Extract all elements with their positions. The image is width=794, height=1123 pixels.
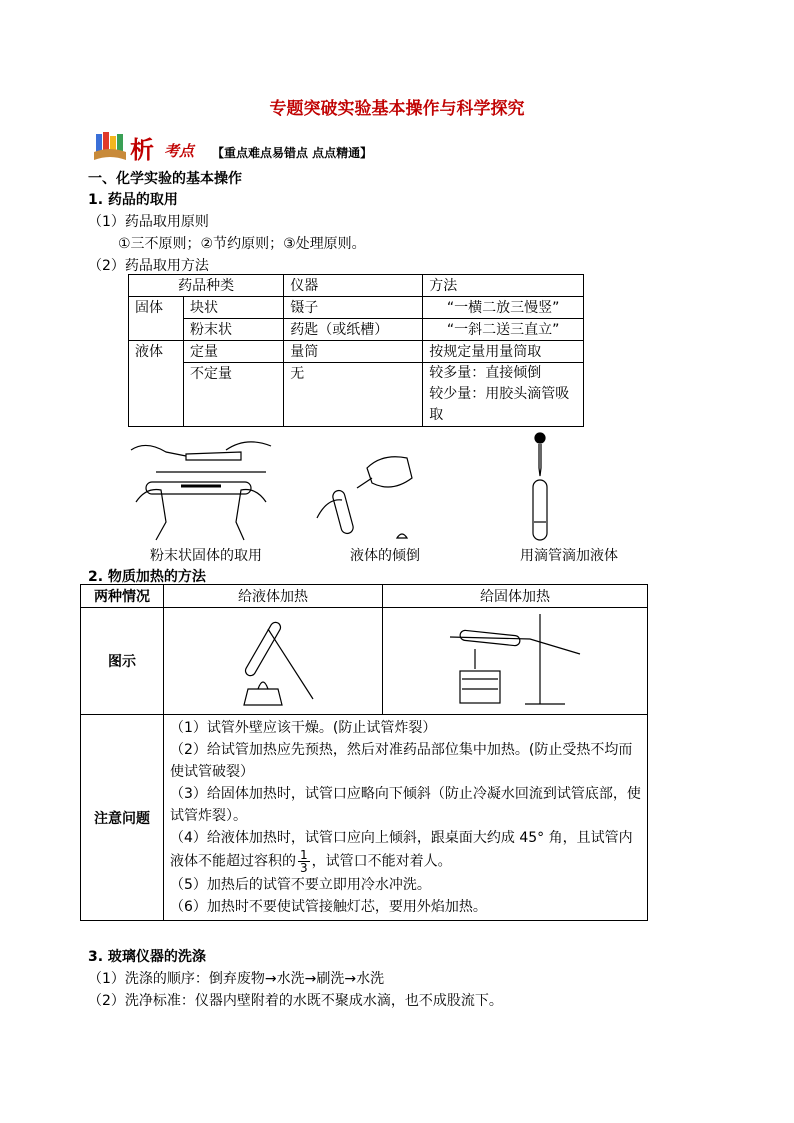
caption-pour: 液体的倾倒 [350,548,420,564]
cell-method: “一斜二送三直立” [423,319,584,341]
dropper-illustration [520,432,560,544]
sub-heading-2: 2. 物质加热的方法 [88,569,206,585]
principles-text: ①三不原则；②节约原则；③处理原则。 [118,236,366,252]
liquid-heating-figure [164,608,383,715]
cell-liquid: 液体 [129,341,184,427]
note-4 [170,827,641,874]
sub-item-1-1: （1）药品取用原则 [88,214,209,230]
note-5: （5）加热后的试管不要立即用冷水冲洗。 [170,877,431,893]
sub-item-3-2: （2）洗净标准：仪器内壁附着的水既不聚成水滴，也不成股流下。 [88,993,503,1009]
note-4-a: （4）给液体加热时，试管口应向上倾斜，跟桌面大约成 45° 角，且试管内液体不能超过容积的 [170,830,633,870]
header-liquid-heat: 给液体加热 [164,585,383,608]
note-2: （2）给试管加热应先预热，然后对准药品部位集中加热。(防止受热不均而使试管破裂） [170,742,633,780]
sub-item-1-2: （2）药品取用方法 [88,258,209,274]
fraction-numerator: 1 [300,848,308,862]
header-tool: 仪器 [284,275,423,297]
cell-solid: 固体 [129,297,184,341]
note-3: （3）给固体加热时，试管口应略向下倾斜（防止冷凝水回流到试管底部，使试管炸裂）。 [170,786,641,824]
sub-item-3-1: （1）洗涤的顺序：倒弃废物→水洗→刷洗→水洗 [88,971,385,987]
note-6: （6）加热时不要使试管接触灯芯，要用外焰加热。 [170,899,487,915]
fraction-denominator: 3 [300,861,308,875]
kaodian-banner [92,128,422,164]
header-type: 药品种类 [129,275,284,297]
note-4-b: ，试管口不能对着人。 [311,853,452,870]
banner-sub: 考点 [164,142,195,160]
sub-heading-3: 3. 玻璃仪器的洗涤 [88,949,206,965]
cell-tool: 镊子 [284,297,423,319]
cell-type: 不定量 [184,363,284,427]
drug-table [128,274,584,427]
page-title: 专题突破实验基本操作与科学探究 [269,99,525,119]
fraction-one-third [298,849,310,874]
banner-logo: 析 [130,135,154,164]
cell-method: 较多量：直接倾倒 较少量：用胶头滴管吸取 [423,363,584,427]
header-method: 方法 [423,275,584,297]
row-notes-label: 注意问题 [81,715,164,921]
heating-table [80,584,648,921]
cell-tool: 量筒 [284,341,423,363]
cell-tool: 药匙（或纸槽） [284,319,423,341]
pouring-liquid-illustration [312,438,422,548]
cell-tool: 无 [284,363,423,427]
banner-tag: 【重点难点易错点 点点精通】 [212,146,373,160]
solid-heating-figure [383,608,648,715]
cell-type: 粉末状 [184,319,284,341]
powder-solid-illustration [126,432,276,542]
cell-type: 块状 [184,297,284,319]
section-heading: 一、化学实验的基本操作 [88,171,242,187]
row-figure-label: 图示 [81,608,164,715]
solid-heating-illustration [440,609,590,709]
cell-method: 按规定量用量筒取 [423,341,584,363]
header-solid-heat: 给固体加热 [383,585,648,608]
caption-powder: 粉末状固体的取用 [150,548,262,564]
cell-method: “一横二放三慢竖” [423,297,584,319]
note-1: （1）试管外壁应该干燥。(防止试管炸裂） [170,720,437,736]
book-icon [92,130,128,164]
liquid-heating-illustration [218,609,328,709]
notes-cell [164,715,648,921]
sub-heading-1: 1. 药品的取用 [88,192,178,208]
caption-dropper: 用滴管滴加液体 [520,548,618,564]
header-cases: 两种情况 [81,585,164,608]
cell-type: 定量 [184,341,284,363]
